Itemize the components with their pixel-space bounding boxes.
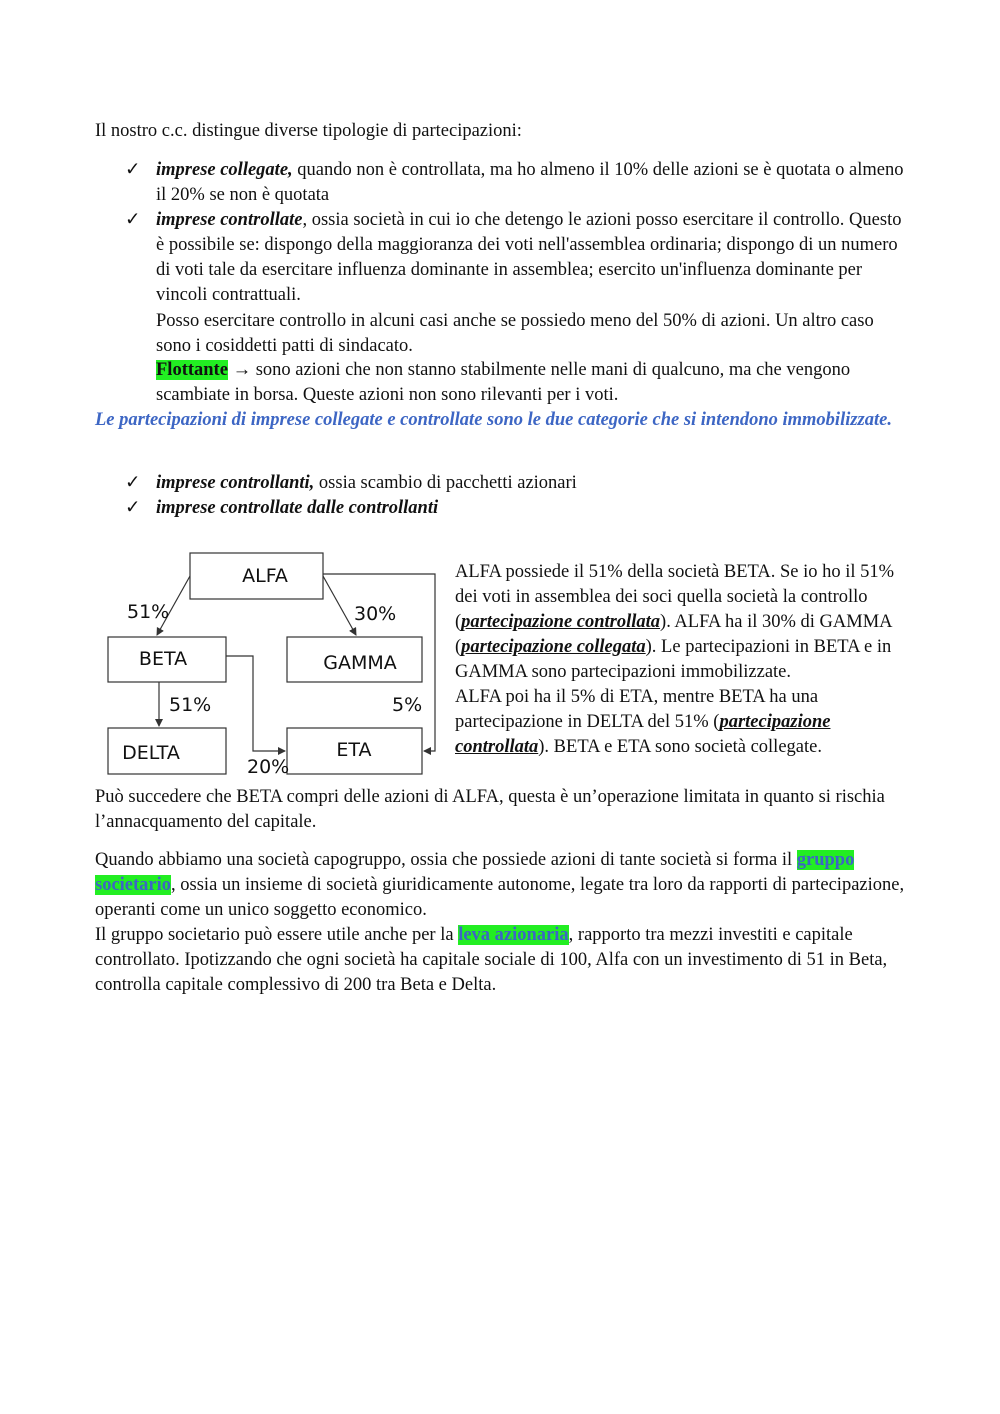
gruppo-societario-term: gruppo societario — [95, 850, 855, 895]
list-term: imprese collegate, — [156, 160, 293, 180]
list-item — [95, 496, 905, 521]
checkmark-icon: ✓ — [125, 160, 141, 180]
explanation-text: ). BETA e ETA sono società collegate. — [538, 737, 822, 757]
leva-azionaria-term: leva azionaria — [458, 925, 569, 945]
list-term: imprese controllate — [156, 210, 303, 230]
beta-eta-arrow — [226, 656, 285, 751]
controllanti-list — [95, 471, 905, 521]
eta-label: ETA — [336, 739, 372, 761]
term-underlined: partecipazione collegata — [461, 637, 646, 657]
flottante-text: sono azioni che non stanno stabilmente nelle mani di qualcuno, ma che vengono scambiate in borsa. Queste azioni non sono rilevanti per i voti. — [156, 360, 851, 405]
intro-paragraph: Il nostro c.c. distingue diverse tipologie di partecipazioni: — [95, 121, 522, 141]
alfa-eta-percent: 5% — [392, 694, 423, 716]
list-item — [95, 158, 905, 208]
explanation-text: ALFA poi ha il 5% di ETA, mentre BETA ha una partecipazione in DELTA del 51% ( — [455, 687, 819, 732]
list-text: ossia scambio di pacchetti azionari — [314, 473, 577, 493]
gruppo-paragraph — [95, 848, 905, 998]
alfa-gamma-percent: 30% — [354, 603, 397, 625]
controllo-note: Posso esercitare controllo in alcuni casi anche se possiedo meno del 50% di azioni. Un altro caso sono i cosiddetti patti di sindacato. — [156, 311, 874, 356]
alfa-label: ALFA — [242, 565, 288, 587]
paragraph-text: Quando abbiamo una società capogruppo, ossia che possiede azioni di tante società si forma il — [95, 850, 797, 870]
beta-label: BETA — [138, 648, 188, 670]
explanation-text: ). Le partecipazioni in BETA e in GAMMA sono partecipazioni immobilizzate. — [455, 637, 892, 682]
highlight-sentence: Le partecipazioni di imprese collegate e controllate sono le due categorie che si intendono immobilizzate. — [95, 410, 892, 430]
diagram-explanation — [455, 560, 905, 760]
alfa-beta-percent: 51% — [127, 601, 170, 623]
partecipazioni-diagram — [105, 545, 445, 785]
list-term: imprese controllate dalle controllanti — [156, 498, 439, 518]
beta-eta-percent: 20% — [247, 756, 290, 778]
explanation-text: ALFA possiede il 51% della società BETA. Se io ho il 51% dei voti in assemblea dei soci quella società la controllo ( — [455, 562, 895, 632]
gamma-label: GAMMA — [323, 652, 397, 674]
flottante-term: Flottante — [156, 360, 228, 380]
paragraph-text: , rapporto tra mezzi investiti e capitale controllato. Ipotizzando che ogni società ha capitale sociale di 100, Alfa con un investimento di 51 in Beta, controlla capitale complessivo di 200 tra Beta e Delta. — [95, 925, 888, 995]
flottante-paragraph — [95, 358, 905, 408]
partecipazioni-list — [95, 158, 905, 308]
beta-delta-percent: 51% — [169, 694, 212, 716]
paragraph-text: , ossia un insieme di società giuridicamente autonome, legate tra loro da rapporti di partecipazione, operanti come un unico soggetto economico. — [95, 875, 905, 920]
checkmark-icon: ✓ — [125, 473, 141, 493]
list-text: quando non è controllata, ma ho almeno il 10% delle azioni se è quotata o almeno il 20% se non è quotata — [156, 160, 904, 205]
paragraph-text: Il gruppo societario può essere utile anche per la — [95, 925, 459, 945]
list-text: , ossia società in cui io che detengo le azioni posso esercitare il controllo. Questo è possibile se: dispongo della maggioranza dei voti nell'assemblea ordinaria; dispongo di un numero di voti tale da esercitare influenza dominante in assemblea; esercito un'influenza dominante per vincoli contrattuali. — [156, 210, 902, 305]
term-underlined: partecipazione controllata — [461, 612, 661, 632]
list-term: imprese controllanti, — [156, 473, 315, 493]
explanation-text: ). ALFA ha il 30% di GAMMA ( — [455, 612, 892, 657]
arrow-icon: → — [227, 360, 256, 380]
checkmark-icon: ✓ — [125, 210, 141, 230]
list-item — [95, 208, 905, 308]
delta-label: DELTA — [122, 742, 180, 764]
beta-paragraph: Può succedere che BETA compri delle azioni di ALFA, questa è un’operazione limitata in quanto si rischia l’annacquamento del capitale. — [95, 787, 885, 832]
checkmark-icon: ✓ — [125, 498, 141, 518]
list-item — [95, 471, 905, 496]
alfa-gamma-arrow — [323, 576, 356, 635]
term-underlined: partecipazione controllata — [455, 712, 831, 757]
